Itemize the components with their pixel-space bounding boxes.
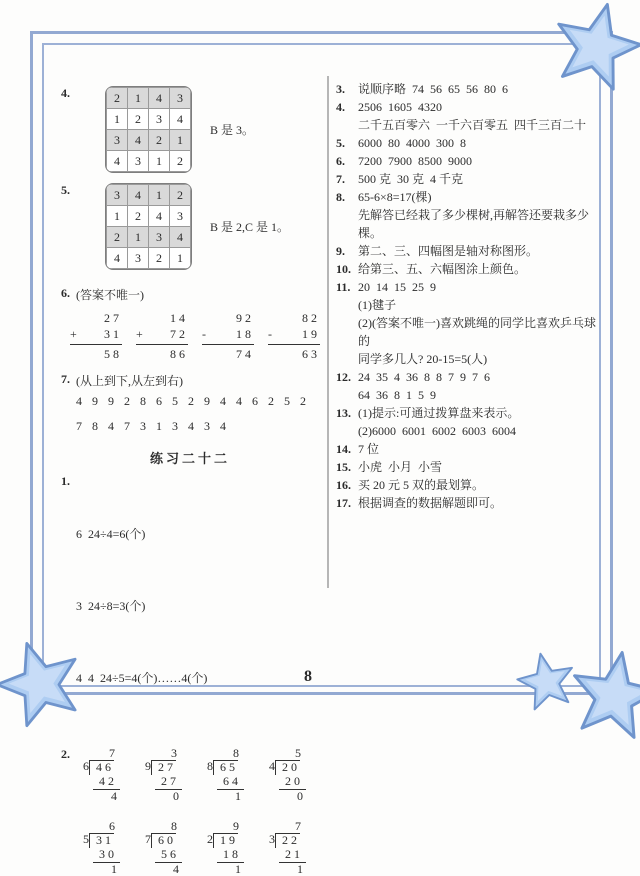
- grid-cell: 1: [107, 109, 128, 130]
- answer-item-16: [336, 476, 598, 494]
- quotient: 8: [171, 819, 177, 833]
- divisor: 2: [207, 832, 213, 846]
- answer-item-14: [336, 440, 598, 458]
- sum-result: 5 8: [104, 347, 119, 361]
- subtracted-value: 4 2: [93, 775, 120, 790]
- item-number: 4.: [61, 86, 70, 100]
- item-number: 2.: [61, 747, 70, 761]
- grid-cell: 2: [170, 185, 191, 206]
- grid-cell: 4: [128, 130, 149, 151]
- subtracted-value: 2 0: [279, 775, 306, 790]
- answer-line: 64 36 8 1 5 9: [358, 388, 436, 402]
- sum-result: 8 6: [170, 347, 185, 361]
- grid-cell: 3: [128, 151, 149, 172]
- answer-line: 24 35 4 36 8 8 7 9 7 6: [358, 370, 490, 384]
- operator: +: [70, 327, 77, 341]
- answer-item-6r: [336, 152, 598, 170]
- grid-cell: 3: [149, 109, 170, 130]
- item-number: 3.: [336, 82, 345, 96]
- item-number: 4.: [336, 100, 345, 114]
- long-division: [140, 820, 202, 876]
- grid-cell: 3: [128, 248, 149, 269]
- grid-cell: 1: [149, 151, 170, 172]
- answer-item-17: [336, 494, 598, 512]
- answer-line: 二千五百零六 一千六百零五 四千三百二十: [358, 118, 587, 132]
- vertical-arithmetic-row: [70, 311, 324, 362]
- item-number: 11.: [336, 280, 351, 294]
- answer-item-15: [336, 458, 598, 476]
- answer-line: 7200 7900 8500 9000: [358, 154, 472, 168]
- addend-top: 9 2: [236, 311, 251, 325]
- item-number: 13.: [336, 406, 351, 420]
- addend-bottom: 3 1: [104, 327, 119, 341]
- grid-cell: 2: [107, 88, 128, 109]
- answer-item-2: [56, 747, 324, 876]
- item-number: 7.: [336, 172, 345, 186]
- answer-line: 同学多几人? 20-15=5(人): [358, 352, 488, 366]
- item-number: 5.: [336, 136, 345, 150]
- dividend: 3 1: [89, 833, 114, 848]
- dividend: 2 0: [275, 760, 300, 775]
- exercise-title: 练习二十二: [149, 451, 230, 466]
- addend-top: 1 4: [170, 311, 185, 325]
- answer-item-7: [56, 372, 324, 439]
- item-number: 6.: [61, 286, 70, 300]
- grid-cell: 4: [128, 185, 149, 206]
- answer-item-7r: [336, 170, 598, 188]
- answer-item-9: [336, 242, 598, 260]
- answer-line: 6 24÷4=6(个): [76, 527, 146, 541]
- divisor: 9: [145, 759, 151, 773]
- answer-item-11: [336, 278, 598, 368]
- answer-item-1: [56, 474, 324, 738]
- answer-line: 3 24÷8=3(个): [76, 599, 146, 613]
- vertical-arithmetic: [70, 311, 122, 362]
- answer-line: 买 20 元 5 双的最划算。: [358, 478, 485, 492]
- item-number: 7.: [61, 372, 70, 386]
- long-division: [140, 747, 202, 803]
- page-number: 8: [304, 668, 312, 685]
- item-number: 10.: [336, 262, 351, 276]
- answer-item-4r: [336, 98, 598, 134]
- dividend: 6 5: [213, 760, 238, 775]
- long-division: [78, 820, 140, 876]
- answer-line: 6000 80 4000 300 8: [358, 136, 466, 150]
- item-number: 12.: [336, 370, 351, 384]
- long-division: [202, 820, 264, 876]
- subtracted-value: 1 8: [217, 848, 244, 863]
- divisor: 4: [269, 759, 275, 773]
- answer-item-5r: [336, 134, 598, 152]
- answer-item-8: [336, 188, 598, 242]
- answer-line: 500 克 30 克 4 千克: [358, 172, 464, 186]
- quotient: 8: [233, 746, 239, 760]
- item-number: 9.: [336, 244, 345, 258]
- quotient: 5: [295, 746, 301, 760]
- remainder: 1: [297, 862, 303, 876]
- answer-line: 4 4 24÷5=4(个)……4(个): [76, 671, 208, 685]
- answer-item-12: [336, 368, 598, 404]
- remainder: 1: [111, 862, 117, 876]
- grid-cell: 1: [170, 248, 191, 269]
- long-division: [78, 747, 140, 803]
- divisor: 6: [83, 759, 89, 773]
- subtracted-value: 5 6: [155, 848, 182, 863]
- item-number: 6.: [336, 154, 345, 168]
- addend-bottom: 1 9: [302, 327, 317, 341]
- long-division: [264, 820, 326, 876]
- item-number: 5.: [61, 183, 70, 197]
- answer-line: 说顺序略 74 56 65 56 80 6: [358, 82, 509, 96]
- grid-cell: 2: [149, 248, 170, 269]
- number-sequence-row2: 7 8 4 7 3 1 3 4 3 4: [76, 419, 226, 433]
- grid-cell: 3: [170, 88, 191, 109]
- remainder: 0: [173, 789, 179, 803]
- addend-bottom: 7 2: [170, 327, 185, 341]
- addend-top: 8 2: [302, 311, 317, 325]
- subtracted-value: 3 0: [93, 848, 120, 863]
- grid-cell: 1: [107, 206, 128, 227]
- answer-line: 7 位: [358, 442, 380, 456]
- left-column: [56, 86, 324, 876]
- answer-line: 65-6×8=17(棵): [358, 190, 432, 204]
- quotient: 3: [171, 746, 177, 760]
- answer-line: 第二、三、四幅图是轴对称图形。: [358, 244, 539, 258]
- sum-result: 7 4: [236, 347, 251, 361]
- grid-cell: 2: [170, 151, 191, 172]
- divisor: 7: [145, 832, 151, 846]
- vertical-arithmetic: [136, 311, 188, 362]
- dividend: 2 2: [275, 833, 300, 848]
- grid-cell: 2: [149, 130, 170, 151]
- item-number: 8.: [336, 190, 345, 204]
- vertical-arithmetic: [268, 311, 320, 362]
- grid-cell: 1: [170, 130, 191, 151]
- answer-item-13: [336, 404, 598, 440]
- answer-item-10: [336, 260, 598, 278]
- dividend: 2 7: [151, 760, 176, 775]
- operator: -: [202, 327, 206, 341]
- answer-line: 小虎 小月 小雪: [358, 460, 443, 474]
- item-number: 15.: [336, 460, 351, 474]
- item-number: 17.: [336, 496, 351, 510]
- number-grid: [105, 183, 192, 270]
- subtracted-value: 2 7: [155, 775, 182, 790]
- answer-line: 先解答已经栽了多少棵树,再解答还要栽多少棵。: [358, 208, 590, 240]
- remainder: 4: [111, 789, 117, 803]
- long-division: [264, 747, 326, 803]
- grid-cell: 1: [128, 227, 149, 248]
- grid-cell: 4: [170, 109, 191, 130]
- grid-cell: 3: [107, 185, 128, 206]
- grid-cell: 4: [107, 151, 128, 172]
- answer-item-3: [336, 80, 598, 98]
- answer-item-4: [56, 86, 324, 173]
- divisor: 8: [207, 759, 213, 773]
- subtracted-value: 6 4: [217, 775, 244, 790]
- operator: -: [268, 327, 272, 341]
- item-number: 14.: [336, 442, 351, 456]
- quotient: 7: [109, 746, 115, 760]
- grid-cell: 4: [149, 206, 170, 227]
- dividend: 6 0: [151, 833, 176, 848]
- sum-result: 6 3: [302, 347, 317, 361]
- item-note: (答案不唯一): [76, 288, 144, 302]
- answer-line: (2)6000 6001 6002 6003 6004: [358, 424, 516, 438]
- item-number: 16.: [336, 478, 351, 492]
- right-column: [336, 80, 598, 512]
- answer-line: (2)(答案不唯一)喜欢跳绳的同学比喜欢乒乓球的: [358, 316, 596, 348]
- grid-cell: 1: [128, 88, 149, 109]
- grid-cell: 2: [128, 109, 149, 130]
- grid-cell: 3: [170, 206, 191, 227]
- answer-label: B 是 2,C 是 1。: [210, 220, 290, 234]
- grid-cell: 3: [107, 130, 128, 151]
- dividend: 1 9: [213, 833, 238, 848]
- answer-item-5: [56, 183, 324, 270]
- grid-cell: 4: [149, 88, 170, 109]
- long-division-grid: [78, 747, 326, 876]
- grid-cell: 4: [107, 248, 128, 269]
- grid-cell: 4: [170, 227, 191, 248]
- item-note: (从上到下,从左到右): [76, 374, 183, 388]
- addend-bottom: 1 8: [236, 327, 251, 341]
- item-number: 1.: [61, 474, 70, 488]
- quotient: 7: [295, 819, 301, 833]
- quotient: 6: [109, 819, 115, 833]
- answer-line: 根据调查的数据解题即可。: [358, 496, 503, 510]
- grid-cell: 3: [149, 227, 170, 248]
- grid-cell: 2: [128, 206, 149, 227]
- column-divider: [327, 76, 329, 588]
- long-division: [202, 747, 264, 803]
- answer-line: (1)提示:可通过拨算盘来表示。: [358, 406, 520, 420]
- vertical-arithmetic: [202, 311, 254, 362]
- operator: +: [136, 327, 143, 341]
- answer-line: 2506 1605 4320: [358, 100, 442, 114]
- grid-cell: 1: [149, 185, 170, 206]
- addend-top: 2 7: [104, 311, 119, 325]
- divisor: 5: [83, 832, 89, 846]
- answer-line: (1)毽子: [358, 298, 396, 312]
- answer-label: B 是 3。: [210, 123, 255, 137]
- remainder: 1: [235, 862, 241, 876]
- remainder: 0: [297, 789, 303, 803]
- divisor: 3: [269, 832, 275, 846]
- dividend: 4 6: [89, 760, 114, 775]
- subtracted-value: 2 1: [279, 848, 306, 863]
- grid-cell: 2: [107, 227, 128, 248]
- answer-line: 给第三、五、六幅图涂上颜色。: [358, 262, 527, 276]
- answer-line: 20 14 15 25 9: [358, 280, 436, 294]
- quotient: 9: [233, 819, 239, 833]
- remainder: 4: [173, 862, 179, 876]
- number-grid: [105, 86, 192, 173]
- number-sequence-row1: 4 9 9 2 8 6 5 2 9 4 4 6 2 5 2: [76, 394, 306, 408]
- remainder: 1: [235, 789, 241, 803]
- answer-item-6: [56, 286, 324, 362]
